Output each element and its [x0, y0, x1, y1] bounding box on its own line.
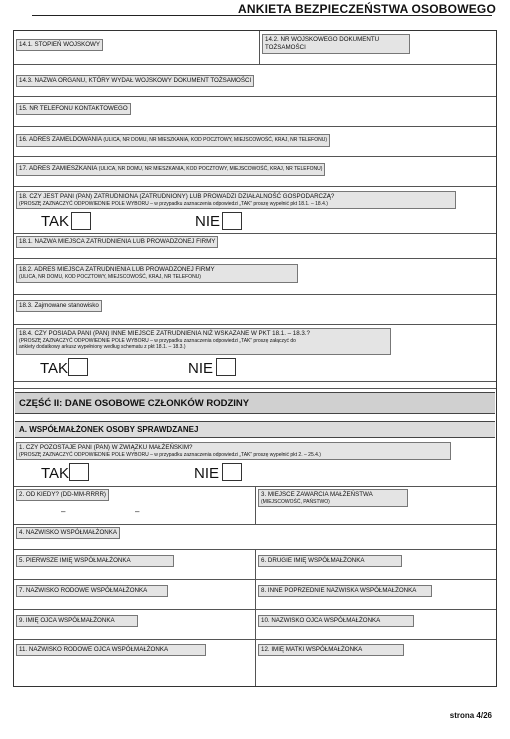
- checkbox-a1-tak[interactable]: [69, 463, 89, 481]
- tak-label-a1: TAK: [41, 465, 70, 482]
- label-pierwsze-imie: 5. PIERWSZE IMIĘ WSPÓŁMAŁŻONKA: [16, 555, 174, 567]
- tak-label-18-4: TAK: [40, 360, 69, 377]
- tak-label-18: TAK: [41, 213, 70, 230]
- label-inne-nazwiska: 8. INNE POPRZEDNIE NAZWISKA WSPÓŁMAŁŻONKA: [258, 585, 432, 597]
- label-od-kiedy: 2. OD KIEDY? (DD-MM-RRRR): [16, 489, 109, 501]
- nie-label-18: NIE: [195, 213, 221, 230]
- label-nazwisko-rodowe: 7. NAZWISKO RODOWE WSPÓŁMAŁŻONKA: [16, 585, 168, 597]
- label-inne-zatrudnienie-sub2: ankiety dodatkowy arkusz wypełniony według schematu z pkt 18.1. – 18.3.): [19, 343, 186, 350]
- label-nr-dokumentu: [262, 34, 410, 54]
- label-telefon: 15. NR TELEFONU KONTAKTOWEGO: [16, 103, 131, 115]
- section-title-czesc-ii: CZĘŚĆ II: DANE OSOBOWE CZŁONKÓW RODZINY: [15, 392, 495, 414]
- label-inne-zatrudnienie-sub1: (PROSZĘ ZAZNACZYĆ ODPOWIEDNIE POLE WYBORU – w przypadku zaznaczenia odpowiedzi „TAK” proszę załączyć do: [19, 337, 296, 344]
- section-title-wspolmalzonek: A. WSPÓŁMAŁŻONEK OSOBY SPRAWDZANEJ: [15, 421, 495, 438]
- checkbox-a1-nie[interactable]: [222, 463, 242, 481]
- label-drugie-imie: 6. DRUGIE IMIĘ WSPÓŁMAŁŻONKA: [258, 555, 402, 567]
- label-malzenstwo-sub: (PROSZĘ ZAZNACZYĆ ODPOWIEDNIE POLE WYBORU – w przypadku zaznaczenia odpowiedzi „TAK” proszę wypełnić pkt 2. – 25.4.): [19, 451, 321, 458]
- label-inne-zatrudnienie: [16, 328, 391, 355]
- document-title: ANKIETA BEZPIECZEŃSTWA OSOBOWEGO: [238, 2, 496, 16]
- label-zatrudnienie: [16, 191, 456, 209]
- label-miejsce-zawarcia: [258, 489, 408, 507]
- label-adres-zameldowania-text: 16. ADRES ZAMELDOWANIA: [19, 136, 102, 143]
- page-number: strona 4/26: [449, 711, 492, 720]
- label-adres-zamieszkania-sub: (ULICA, NR DOMU, NR MIESZKANIA, KOD POCZTOWY, MIEJSCOWOŚĆ, KRAJ, NR TELEFONU): [98, 166, 323, 172]
- checkbox-18-tak[interactable]: [71, 212, 91, 230]
- label-malzenstwo-text: 1. CZY POZOSTAJE PANI (PAN) W ZWIĄZKU MAŁŻEŃSKIM?: [19, 444, 193, 451]
- label-miejsce-zawarcia-text: 3. MIEJSCE ZAWARCIA MAŁŻEŃSTWA: [261, 491, 373, 498]
- label-imie-matki: 12. IMIĘ MATKI WSPÓŁMAŁŻONKA: [258, 644, 404, 656]
- label-adres-zameldowania-sub: (ULICA, NR DOMU, NR MIESZKANIA, KOD POCZTOWY, MIEJSCOWOŚĆ, KRAJ, NR TELEFONU): [103, 137, 328, 143]
- label-stanowisko: 18.3. Zajmowane stanowisko: [16, 300, 102, 312]
- label-adres-zameldowania: [16, 134, 330, 147]
- label-malzenstwo: [16, 442, 451, 460]
- date-separator-1: –: [61, 507, 66, 516]
- label-imie-ojca: 9. IMIĘ OJCA WSPÓŁMAŁŻONKA: [16, 615, 138, 627]
- label-adres-firmy: [16, 264, 298, 283]
- label-miejsce-zawarcia-sub: (MIEJSCOWOŚĆ, PAŃSTWO): [261, 498, 330, 505]
- divider: [259, 31, 260, 64]
- label-organ: 14.3. NAZWA ORGANU, KTÓRY WYDAŁ WOJSKOWY DOKUMENT TOŻSAMOŚCI: [16, 75, 254, 87]
- form-page: [13, 30, 497, 687]
- label-nazwisko-wspolmalzonka: 4. NAZWISKO WSPÓŁMAŁŻONKA: [16, 527, 120, 539]
- label-zatrudnienie-sub: (PROSZĘ ZAZNACZYĆ ODPOWIEDNIE POLE WYBORU – w przypadku zaznaczenia odpowiedzi „TAK” proszę wypełnić pkt 18.1. – 18.4.): [19, 200, 328, 207]
- spacer: [14, 381, 496, 389]
- label-adres-zamieszkania: [16, 163, 325, 176]
- label-nazwisko-ojca: 10. NAZWISKO OJCA WSPÓŁMAŁŻONKA: [258, 615, 414, 627]
- label-zatrudnienie-text: 18. CZY JEST PANI (PAN) ZATRUDNIONA (ZATRUDNIONY) LUB PROWADZI DZIAŁALNOŚĆ GOSPODARCZĄ?: [19, 193, 335, 200]
- label-adres-firmy-sub: (ULICA, NR DOMU, KOD POCZTOWY, MIEJSCOWOŚĆ, KRAJ, NR TELEFONU): [19, 273, 201, 280]
- label-nazwa-firmy: 18.1. NAZWA MIEJSCA ZATRUDNIENIA LUB PROWADZONEJ FIRMY: [16, 236, 218, 248]
- nie-label-a1: NIE: [194, 465, 220, 482]
- label-nr-dokumentu-line1: 14.2. NR WOJSKOWEGO DOKUMENTU: [265, 36, 380, 43]
- label-inne-zatrudnienie-text: 18.4. CZY POSIADA PANI (PAN) INNE MIEJSCE ZATRUDNIENIA NIŻ WSKAZANE W PKT 18.1. – 18.3.?: [19, 330, 310, 337]
- label-adres-zamieszkania-text: 17. ADRES ZAMIESZKANIA: [19, 165, 98, 172]
- label-adres-firmy-text: 18.2. ADRES MIEJSCA ZATRUDNIENIA LUB PROWADZONEJ FIRMY: [19, 266, 215, 273]
- label-stopien-wojskowy: 14.1. STOPIEŃ WOJSKOWY: [16, 39, 103, 51]
- date-separator-2: –: [135, 507, 140, 516]
- checkbox-18-4-tak[interactable]: [68, 358, 88, 376]
- label-nazwisko-rodowe-ojca: 11. NAZWISKO RODOWE OJCA WSPÓŁMAŁŻONKA: [16, 644, 206, 656]
- label-nr-dokumentu-line2: TOŻSAMOŚCI: [265, 43, 306, 51]
- nie-label-18-4: NIE: [188, 360, 214, 377]
- divider: [255, 486, 256, 524]
- checkbox-18-4-nie[interactable]: [216, 358, 236, 376]
- checkbox-18-nie[interactable]: [222, 212, 242, 230]
